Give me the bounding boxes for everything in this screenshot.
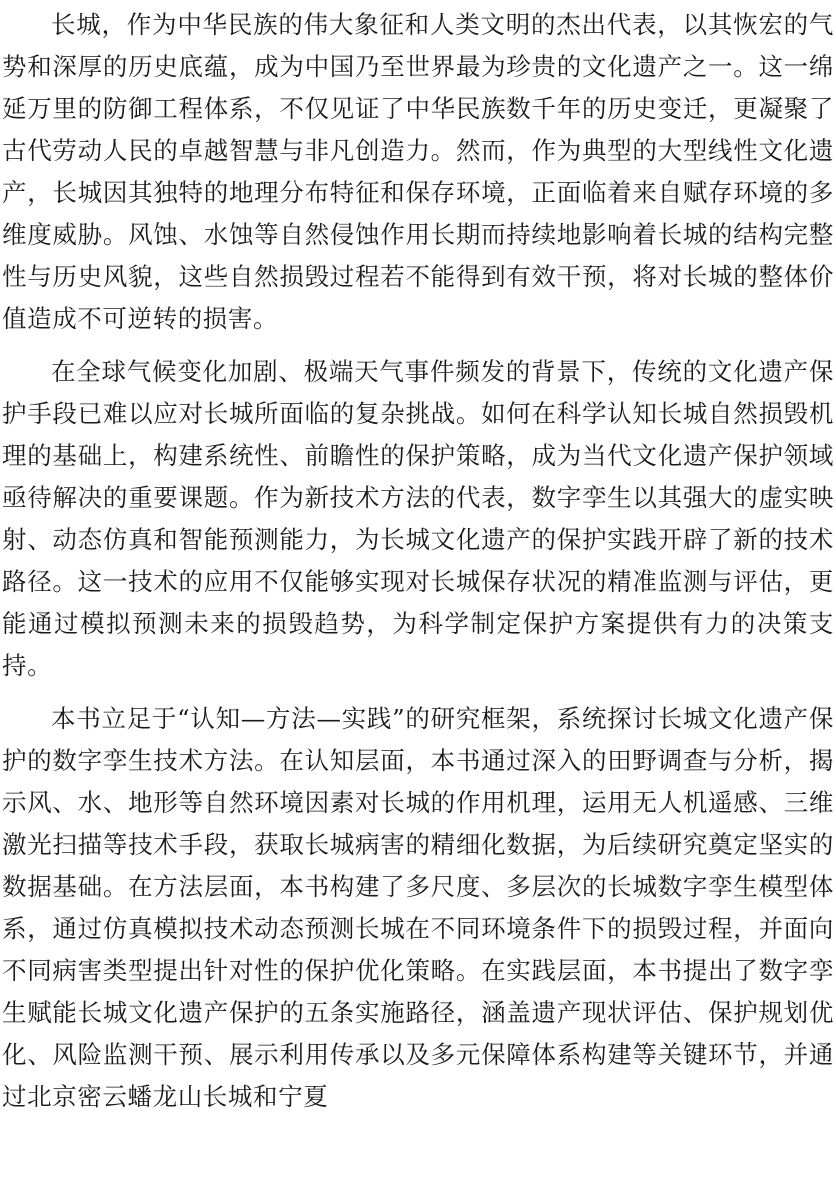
paragraph-2: 在全球气候变化加剧、极端天气事件频发的背景下，传统的文化遗产保护手段已难以应对长城所面临的复杂挑战。如何在科学认知长城自然损毁机理的基础上，构建系统性、前瞻性的保护策略，成为当代文化遗产保护领域亟待解决的重要课题。作为新技术方法的代表，数字孪生以其强大的虚实映射、动态仿真和智能预测能力，为长城文化遗产的保护实践开辟了新的技术路径。这一技术的应用不仅能够实现对长城保存状况的精准监测与评估，更能通过模拟预测未来的损毁趋势，为科学制定保护方案提供有力的决策支持。 bbox=[2, 357, 834, 680]
paragraph-3: 本书立足于“认知—方法—实践”的研究框架，系统探讨长城文化遗产保护的数字孪生技术方法。在认知层面，本书通过深入的田野调查与分析，揭示风、水、地形等自然环境因素对长城的作用机理，运用无人机遥感、三维激光扫描等技术手段，获取长城病害的精细化数据，为后续研究奠定坚实的数据基础。在方法层面，本书构建了多尺度、多层次的长城数字孪生模型体系，通过仿真模拟技术动态预测长城在不同环境条件下的损毁过程，并面向不同病害类型提出针对性的保护优化策略。在实践层面，本书提出了数字孪生赋能长城文化遗产保护的五条实施路径，涵盖遗产现状评估、保护规划优化、风险监测干预、展示利用传承以及多元保障体系构建等关键环节，并通过北京密云蟠龙山长城和宁夏 bbox=[2, 704, 834, 1111]
paragraph-1: 长城，作为中华民族的伟大象征和人类文明的杰出代表，以其恢宏的气势和深厚的历史底蕴，成为中国乃至世界最为珍贵的文化遗产之一。这一绵延万里的防御工程体系，不仅见证了中华民族数千年的历史变迁，更凝聚了古代劳动人民的卓越智慧与非凡创造力。然而，作为典型的大型线性文化遗产，长城因其独特的地理分布特征和保存环境，正面临着来自赋存环境的多维度威胁。风蚀、水蚀等自然侵蚀作用长期而持续地影响着长城的结构完整性与历史风貌，这些自然损毁过程若不能得到有效干预，将对长城的整体价值造成不可逆转的损害。 bbox=[2, 10, 834, 333]
